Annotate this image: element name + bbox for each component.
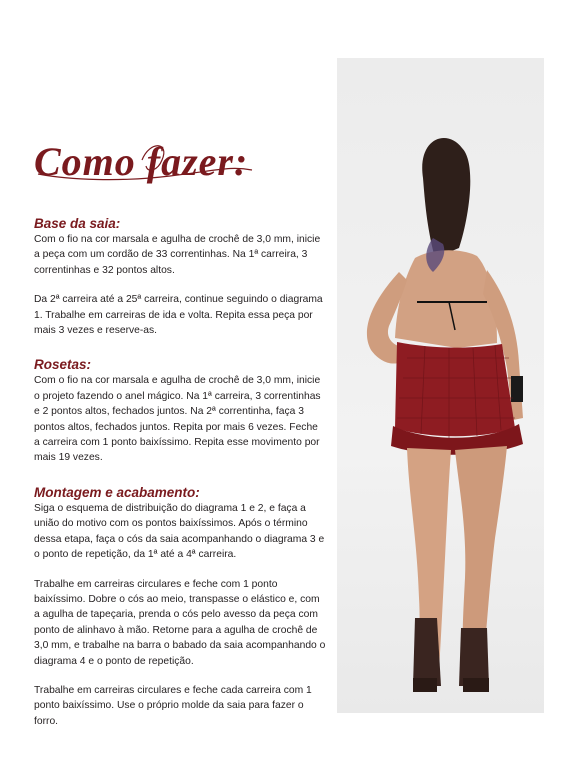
- crochet-skirt: [395, 342, 515, 436]
- back: [395, 250, 497, 348]
- paragraph: Da 2ª carreira até a 25ª carreira, continue seguindo o diagrama 1. Trabalhe em carreiras de ida e volta. Repita essa peça por mais 3 vezes e reserve-as.: [34, 294, 323, 337]
- model-illustration: [337, 58, 544, 713]
- paragraph: Com o fio na cor marsala e agulha de crochê de 3,0 mm, inicie o projeto fazendo o anel mágico. Na 1ª carreira, 3 correntinhas e 2 pontos altos, fechados juntos. Na 2ª correntinha, faça 3 pontos altos, fechados juntos. Repita por mais 6 vezes. Feche a carreira com 1 ponto baixíssimo. Repita esse movimento por mais 19 vezes.: [34, 375, 321, 464]
- paragraph: Siga o esquema de distribuição do diagrama 1 e 2, e faça a união do motivo com os pontos baixíssimos. Após o término dessa etapa, faça o cós da saia acompanhando o diagrama 3 e o ponto de repetição, da 1ª até a 4ª carreira.: [34, 502, 325, 561]
- paragraph: Trabalhe em carreiras circulares e feche cada carreira com 1 ponto baixíssimo. Use o próprio molde da saia para fazer o forro.: [34, 684, 312, 727]
- hair: [422, 138, 470, 258]
- section-heading: Rosetas:: [34, 357, 92, 373]
- section-heading: Montagem e acabamento:: [34, 484, 200, 500]
- paragraph: Trabalhe em carreiras circulares e feche com 1 ponto baixíssimo. Dobre o cós ao meio, transpasse o elástico e, com a agulha de tapeçaria, prenda o cós pelo avesso da peça com ponto de alinhavo à mão. Retorne para a agulha de crochê de 3,0 mm, e trabalhe na barra o babado da saia acompanhando o diagrama 4 e o ponto de repetição.: [34, 578, 326, 667]
- section-base-da-saia: [34, 216, 326, 338]
- model-photo: [337, 58, 544, 713]
- shoe-left: [413, 618, 441, 686]
- section-rosetas: [34, 357, 326, 465]
- shoe-right: [459, 628, 489, 686]
- page-title: Como fazer:: [34, 139, 249, 184]
- section-montagem-e-acabamento: [34, 485, 326, 729]
- section-heading: Base da saia:: [34, 216, 121, 231]
- paragraph: Com o fio na cor marsala e agulha de crochê de 3,0 mm, inicie a peça com um cordão de 33 correntinhas. Na 1ª carreira, 3 correntinhas e 32 pontos altos.: [34, 234, 321, 276]
- instructions-column: [34, 216, 326, 748]
